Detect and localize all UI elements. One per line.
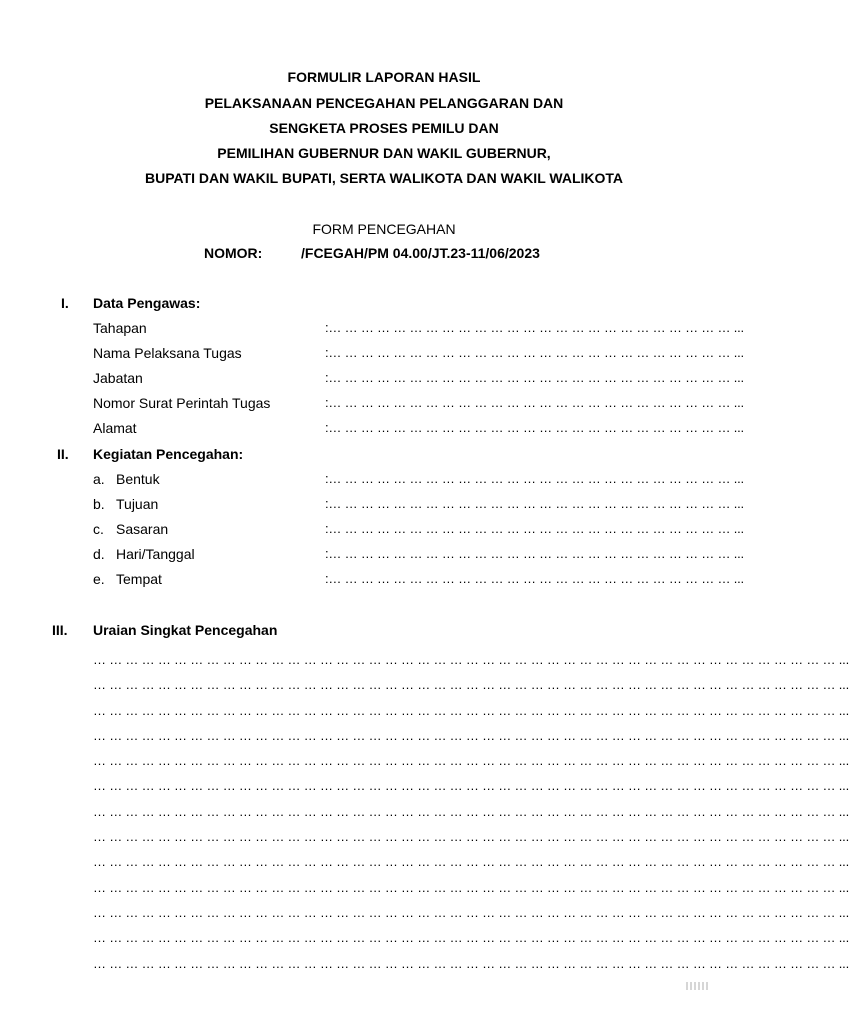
item-marker: a.	[93, 471, 105, 487]
dotted-line: … … … … … … … … … … … … … … … … … … … … … … … … … … … … … … … … … … … … … … … … … … … … … … ...	[93, 727, 849, 743]
dotted-line: … … … … … … … … … … … … … … … … … … … … … … … … … … … … … … … … … … … … … … … … … … … … … … ...	[93, 677, 849, 693]
section-3-title: Uraian Singkat Pencegahan	[93, 622, 278, 638]
title-line-4: PEMILIHAN GUBERNUR DAN WAKIL GUBERNUR,	[217, 145, 551, 161]
field-label: Alamat	[93, 420, 137, 436]
page-corner-mark	[686, 982, 708, 990]
field-value: :… … … … … … … … … … … … … … … … … … … … … … … … … ...	[325, 571, 744, 586]
dotted-line: … … … … … … … … … … … … … … … … … … … … … … … … … … … … … … … … … … … … … … … … … … … … … … ...	[93, 879, 849, 895]
dotted-line: … … … … … … … … … … … … … … … … … … … … … … … … … … … … … … … … … … … … … … … … … … … … … … ...	[93, 854, 849, 870]
field-value: :… … … … … … … … … … … … … … … … … … … … … … … … … ...	[325, 370, 744, 385]
dotted-line: … … … … … … … … … … … … … … … … … … … … … … … … … … … … … … … … … … … … … … … … … … … … … … ...	[93, 955, 849, 971]
field-label: Hari/Tanggal	[116, 546, 195, 562]
item-marker: d.	[93, 546, 105, 562]
nomor-label: NOMOR:	[204, 245, 263, 261]
section-1-number: I.	[61, 295, 69, 311]
field-row	[93, 369, 744, 387]
field-row	[93, 394, 744, 412]
field-label: Nomor Surat Perintah Tugas	[93, 395, 271, 411]
title-line-1: FORMULIR LAPORAN HASIL	[287, 69, 481, 85]
field-value: :… … … … … … … … … … … … … … … … … … … … … … … … … ...	[325, 546, 744, 561]
dotted-line: … … … … … … … … … … … … … … … … … … … … … … … … … … … … … … … … … … … … … … … … … … … … … … ...	[93, 930, 849, 946]
field-row	[93, 344, 744, 362]
section-2-title: Kegiatan Pencegahan:	[93, 446, 244, 462]
field-row	[93, 520, 744, 538]
field-row	[93, 545, 744, 563]
section-3-number: III.	[52, 622, 68, 638]
dotted-line: … … … … … … … … … … … … … … … … … … … … … … … … … … … … … … … … … … … … … … … … … … … … … … ...	[93, 702, 849, 718]
field-label: Nama Pelaksana Tugas	[93, 345, 242, 361]
dotted-line: … … … … … … … … … … … … … … … … … … … … … … … … … … … … … … … … … … … … … … … … … … … … … … ...	[93, 829, 849, 845]
nomor-value: /FCEGAH/PM 04.00/JT.23-11/06/2023	[301, 245, 540, 261]
field-value: :… … … … … … … … … … … … … … … … … … … … … … … … … ...	[325, 420, 744, 435]
form-name: FORM PENCEGAHAN	[312, 221, 456, 237]
title-line-5: BUPATI DAN WAKIL BUPATI, SERTA WALIKOTA DAN WAKIL WALIKOTA	[144, 170, 624, 186]
field-label: Jabatan	[93, 370, 143, 386]
field-row	[93, 495, 744, 513]
dotted-line: … … … … … … … … … … … … … … … … … … … … … … … … … … … … … … … … … … … … … … … … … … … … … … ...	[93, 652, 849, 667]
item-marker: c.	[93, 521, 104, 537]
uraian-lines	[93, 651, 849, 980]
field-label: Tujuan	[116, 496, 159, 512]
field-value: :… … … … … … … … … … … … … … … … … … … … … … … … … ...	[325, 395, 744, 410]
field-row	[93, 570, 744, 588]
item-marker: e.	[93, 571, 105, 587]
title-line-3: SENGKETA PROSES PEMILU DAN	[269, 120, 499, 136]
field-row	[93, 319, 744, 337]
dotted-line: … … … … … … … … … … … … … … … … … … … … … … … … … … … … … … … … … … … … … … … … … … … … … … ...	[93, 904, 849, 920]
section-2-number: II.	[57, 446, 69, 462]
field-value: :… … … … … … … … … … … … … … … … … … … … … … … … … ...	[325, 345, 744, 360]
field-value: :… … … … … … … … … … … … … … … … … … … … … … … … … ...	[325, 471, 744, 486]
field-label: Bentuk	[116, 471, 160, 487]
field-label: Tempat	[116, 571, 162, 587]
field-row	[93, 419, 744, 437]
field-value: :… … … … … … … … … … … … … … … … … … … … … … … … … ...	[325, 496, 744, 511]
item-marker: b.	[93, 496, 105, 512]
dotted-line: … … … … … … … … … … … … … … … … … … … … … … … … … … … … … … … … … … … … … … … … … … … … … … ...	[93, 778, 849, 794]
field-row	[93, 470, 744, 488]
field-value: :… … … … … … … … … … … … … … … … … … … … … … … … … ...	[325, 521, 744, 536]
field-label: Tahapan	[93, 320, 147, 336]
section-1-title: Data Pengawas:	[93, 295, 201, 311]
title-line-2: PELAKSANAAN PENCEGAHAN PELANGGARAN DAN	[204, 95, 564, 111]
field-label: Sasaran	[116, 521, 169, 537]
field-value: :… … … … … … … … … … … … … … … … … … … … … … … … … ...	[325, 320, 744, 335]
dotted-line: … … … … … … … … … … … … … … … … … … … … … … … … … … … … … … … … … … … … … … … … … … … … … … ...	[93, 803, 849, 819]
dotted-line: … … … … … … … … … … … … … … … … … … … … … … … … … … … … … … … … … … … … … … … … … … … … … … ...	[93, 753, 849, 769]
